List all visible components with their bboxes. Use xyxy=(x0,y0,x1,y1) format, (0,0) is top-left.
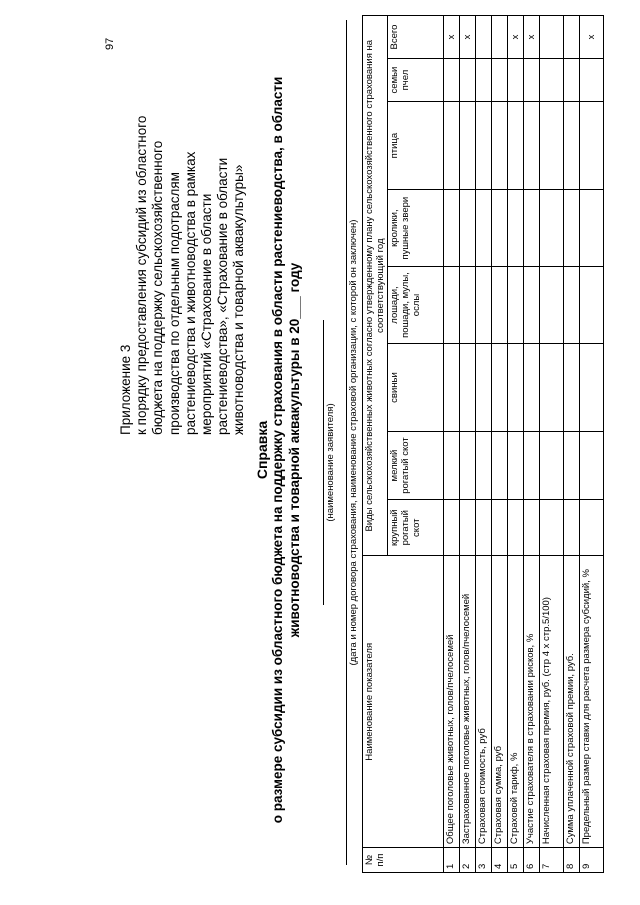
header-total: Всего xyxy=(388,16,444,59)
value-cell[interactable] xyxy=(564,102,580,190)
value-cell[interactable] xyxy=(540,432,564,500)
value-cell[interactable] xyxy=(460,59,476,102)
row-num: 7 xyxy=(540,848,564,873)
header-small-cattle: мелкий рогатый скот xyxy=(388,432,444,500)
value-cell[interactable] xyxy=(444,59,460,102)
value-cell[interactable] xyxy=(524,102,540,190)
table-row xyxy=(492,16,508,873)
value-cell[interactable] xyxy=(444,343,460,431)
appendix-line: к порядку предоставления субсидий из областного xyxy=(134,115,150,435)
appendix-line: Приложение 3 xyxy=(118,344,133,435)
header-animal-types: Виды сельскохозяйственных животных согласно утвержденному плану сельскохозяйственного страхования на соответствующий год xyxy=(363,16,388,556)
contract-caption: (дата и номер договора страхования, наименование страховой организации, с которой он заключен) xyxy=(348,219,359,666)
value-cell[interactable] xyxy=(492,267,508,344)
value-cell[interactable] xyxy=(508,102,524,190)
row-num: 6 xyxy=(524,848,540,873)
value-cell[interactable] xyxy=(460,343,476,431)
row-num: 8 xyxy=(564,848,580,873)
value-cell[interactable] xyxy=(460,432,476,500)
appendix-line: мероприятий «Страхование в области xyxy=(199,193,215,435)
row-num: 2 xyxy=(460,848,476,873)
value-cell[interactable] xyxy=(476,102,492,190)
header-pigs: свиньи xyxy=(388,343,444,431)
title-line-2: животноводства и товарной аквакультуры в 20___ году xyxy=(286,262,302,638)
appendix-line: бюджета на поддержку сельскохозяйственного xyxy=(150,140,166,435)
value-cell[interactable] xyxy=(580,59,604,102)
value-cell[interactable] xyxy=(580,190,604,267)
value-cell[interactable] xyxy=(508,343,524,431)
table-row xyxy=(524,16,540,873)
table-row xyxy=(460,16,476,873)
value-cell[interactable] xyxy=(444,267,460,344)
row-name: Страховая стоимость, руб xyxy=(476,556,492,848)
header-num: № п/п xyxy=(363,848,444,873)
table-row xyxy=(540,16,564,873)
value-cell[interactable] xyxy=(476,59,492,102)
title-heading: Справка xyxy=(254,420,270,480)
row-name: Участие страхователя в страховании рисков, % xyxy=(524,556,540,848)
subsidy-table xyxy=(362,15,604,873)
value-cell[interactable] xyxy=(476,499,492,556)
value-cell[interactable] xyxy=(524,190,540,267)
header-indicator: Наименование показателя xyxy=(363,556,444,848)
appendix-note xyxy=(118,15,248,435)
total-cell[interactable] xyxy=(476,16,492,59)
value-cell[interactable] xyxy=(580,432,604,500)
total-cell: х xyxy=(508,16,524,59)
row-num: 3 xyxy=(476,848,492,873)
value-cell[interactable] xyxy=(444,499,460,556)
value-cell[interactable] xyxy=(540,343,564,431)
value-cell[interactable] xyxy=(492,499,508,556)
value-cell[interactable] xyxy=(524,267,540,344)
total-cell[interactable] xyxy=(492,16,508,59)
value-cell[interactable] xyxy=(564,432,580,500)
row-name: Общее поголовье животных, голов/пчелосемей xyxy=(444,556,460,848)
total-cell: х xyxy=(444,16,460,59)
row-name: Застрахованное поголовье животных, голов/пчелосемей xyxy=(460,556,476,848)
row-name: Начисленная страховая премия, руб. (стр 4 х стр.5/100) xyxy=(540,556,564,848)
value-cell[interactable] xyxy=(540,190,564,267)
value-cell[interactable] xyxy=(564,59,580,102)
value-cell[interactable] xyxy=(524,59,540,102)
value-cell[interactable] xyxy=(580,499,604,556)
value-cell[interactable] xyxy=(444,432,460,500)
value-cell[interactable] xyxy=(492,59,508,102)
total-cell[interactable] xyxy=(564,16,580,59)
table-row xyxy=(444,16,460,873)
value-cell[interactable] xyxy=(580,343,604,431)
document-title xyxy=(254,15,303,885)
value-cell[interactable] xyxy=(508,190,524,267)
appendix-line: животноводства и товарной аквакультуры» xyxy=(231,164,247,435)
row-num: 5 xyxy=(508,848,524,873)
value-cell[interactable] xyxy=(524,343,540,431)
table-row xyxy=(476,16,492,873)
row-name: Страховой тариф, % xyxy=(508,556,524,848)
table-row xyxy=(508,16,524,873)
value-cell[interactable] xyxy=(476,190,492,267)
value-cell[interactable] xyxy=(460,499,476,556)
header-bee-colonies: семьи пчел xyxy=(388,59,444,102)
row-name: Страховая сумма, руб xyxy=(492,556,508,848)
value-cell[interactable] xyxy=(580,267,604,344)
value-cell[interactable] xyxy=(460,190,476,267)
value-cell[interactable] xyxy=(492,190,508,267)
value-cell[interactable] xyxy=(508,267,524,344)
appendix-line: растениеводства и животноводства в рамках xyxy=(182,151,198,435)
value-cell[interactable] xyxy=(580,102,604,190)
page-number: 97 xyxy=(104,37,116,50)
value-cell[interactable] xyxy=(508,499,524,556)
total-cell[interactable] xyxy=(540,16,564,59)
value-cell[interactable] xyxy=(492,432,508,500)
appendix-line: производства по отдельным подотраслям xyxy=(166,172,182,435)
value-cell[interactable] xyxy=(460,267,476,344)
value-cell[interactable] xyxy=(508,432,524,500)
title-line-1: о размере субсидии из областного бюджета на поддержку страхования в области растениеводства, в области xyxy=(270,76,285,824)
value-cell[interactable] xyxy=(476,267,492,344)
value-cell[interactable] xyxy=(564,190,580,267)
value-cell[interactable] xyxy=(476,343,492,431)
applicant-caption: (наименование заявителя) xyxy=(325,403,336,522)
value-cell[interactable] xyxy=(524,499,540,556)
row-num: 9 xyxy=(580,848,604,873)
value-cell[interactable] xyxy=(540,59,564,102)
value-cell[interactable] xyxy=(540,267,564,344)
value-cell[interactable] xyxy=(524,432,540,500)
value-cell[interactable] xyxy=(444,102,460,190)
value-cell[interactable] xyxy=(492,102,508,190)
appendix-line: растениеводства», «Страхование в области xyxy=(215,157,231,435)
table-row xyxy=(580,16,604,873)
row-num: 4 xyxy=(492,848,508,873)
header-horses: лошади, пошади, мулы, ослы xyxy=(388,267,444,344)
total-cell: х xyxy=(524,16,540,59)
row-name: Предельный размер ставки для расчета размера субсидий, % xyxy=(580,556,604,848)
contract-fill-line[interactable] xyxy=(346,20,347,865)
value-cell[interactable] xyxy=(564,343,580,431)
row-name: Сумма уплаченной страховой премии, руб. xyxy=(564,556,580,848)
header-poultry: птица xyxy=(388,102,444,190)
total-cell: х xyxy=(460,16,476,59)
value-cell[interactable] xyxy=(444,190,460,267)
value-cell[interactable] xyxy=(540,499,564,556)
header-rabbits: кролики, пушные звери xyxy=(388,190,444,267)
applicant-fill-line[interactable] xyxy=(323,320,324,605)
value-cell[interactable] xyxy=(460,102,476,190)
value-cell[interactable] xyxy=(492,343,508,431)
value-cell[interactable] xyxy=(540,102,564,190)
row-num: 1 xyxy=(444,848,460,873)
value-cell[interactable] xyxy=(476,432,492,500)
value-cell[interactable] xyxy=(564,499,580,556)
total-cell: х xyxy=(580,16,604,59)
value-cell[interactable] xyxy=(508,59,524,102)
header-cattle: крупный рогатый скот xyxy=(388,499,444,556)
value-cell[interactable] xyxy=(564,267,580,344)
table-row xyxy=(564,16,580,873)
